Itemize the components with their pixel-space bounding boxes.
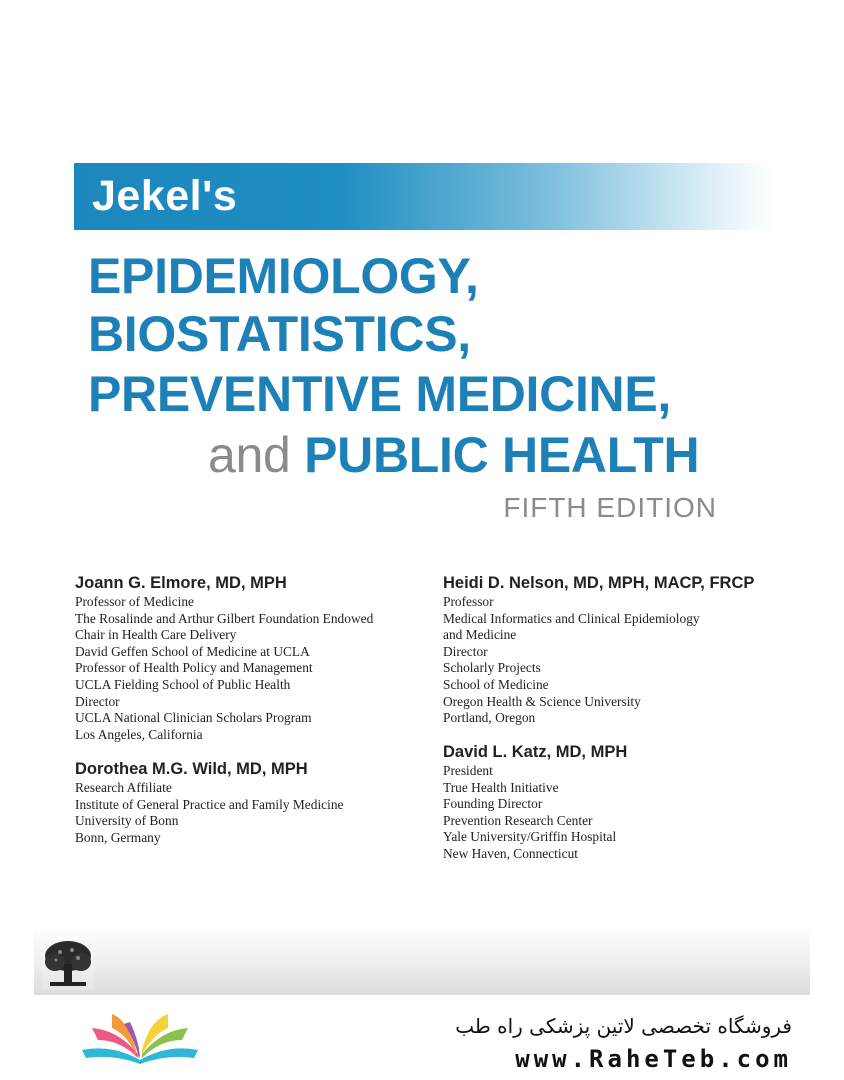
shop-name: فروشگاه تخصصی لاتین پزشکی راه طب [455, 1014, 792, 1038]
author-affiliation-line: University of Bonn [75, 813, 179, 829]
author-block [75, 759, 343, 846]
author-affiliation-line: Yale University/Griffin Hospital [443, 829, 617, 845]
title-line-2: BIOSTATISTICS, [88, 306, 471, 362]
author-affiliation-line: Institute of General Practice and Family Medicine [75, 796, 344, 812]
title-public-health: PUBLIC HEALTH [304, 427, 700, 483]
author-affiliation-line: Professor [443, 594, 494, 609]
edition-label: FIFTH EDITION [503, 492, 717, 523]
author-affiliation-line: Portland, Oregon [443, 710, 536, 726]
author-affiliation-line: Los Angeles, California [75, 726, 203, 742]
tree-logo [42, 938, 94, 990]
title-line-1: EPIDEMIOLOGY, [88, 248, 479, 304]
title-and: and [208, 427, 291, 483]
author-affiliation-line: Chair in Health Care Delivery [75, 627, 237, 643]
author-affiliation-line: Director [443, 643, 488, 659]
open-book-logo [78, 1010, 202, 1066]
author-name: Heidi D. Nelson, MD, MPH, MACP, FRCP [443, 574, 755, 592]
author-affiliation-line: Professor of Health Policy and Management [75, 660, 313, 676]
author-affiliation-line: and Medicine [443, 627, 517, 643]
author-name: David L. Katz, MD, MPH [443, 743, 628, 761]
author-affiliation-line: The Rosalinde and Arthur Gilbert Foundation Endowed [75, 610, 374, 626]
author-name: Dorothea M.G. Wild, MD, MPH [75, 760, 308, 778]
author-affiliation-line: New Haven, Connecticut [443, 845, 578, 861]
footer-band [34, 925, 810, 995]
author-affiliation-line: Founding Director [443, 796, 543, 812]
author-affiliation-line: Medical Informatics and Clinical Epidemiology [443, 610, 700, 626]
author-affiliation-line: Bonn, Germany [75, 829, 161, 845]
author-affiliation-line: David Geffen School of Medicine at UCLA [75, 643, 310, 659]
author-block [75, 573, 373, 743]
author-affiliation-line: Oregon Health & Science University [443, 693, 641, 709]
author-affiliation-line: Research Affiliate [75, 780, 172, 795]
author-affiliation-line: Professor of Medicine [75, 594, 194, 609]
series-banner [74, 163, 774, 230]
title-line-4 [208, 427, 699, 483]
title-line-3: PREVENTIVE MEDICINE, [88, 366, 671, 422]
author-block [443, 742, 627, 863]
author-affiliation-line: School of Medicine [443, 676, 549, 692]
shop-url: www.RaheTeb.com [515, 1045, 792, 1073]
author-affiliation-line: President [443, 763, 493, 778]
author-affiliation-line: Prevention Research Center [443, 812, 593, 828]
author-name: Joann G. Elmore, MD, MPH [75, 574, 287, 592]
author-block [443, 573, 754, 727]
author-affiliation-line: UCLA National Clinician Scholars Program [75, 710, 312, 726]
author-affiliation-line: Director [75, 693, 120, 709]
author-affiliation-line: Scholarly Projects [443, 660, 541, 676]
series-name: Jekel's [92, 172, 238, 220]
author-affiliation-line: True Health Initiative [443, 779, 559, 795]
author-affiliation-line: UCLA Fielding School of Public Health [75, 676, 291, 692]
